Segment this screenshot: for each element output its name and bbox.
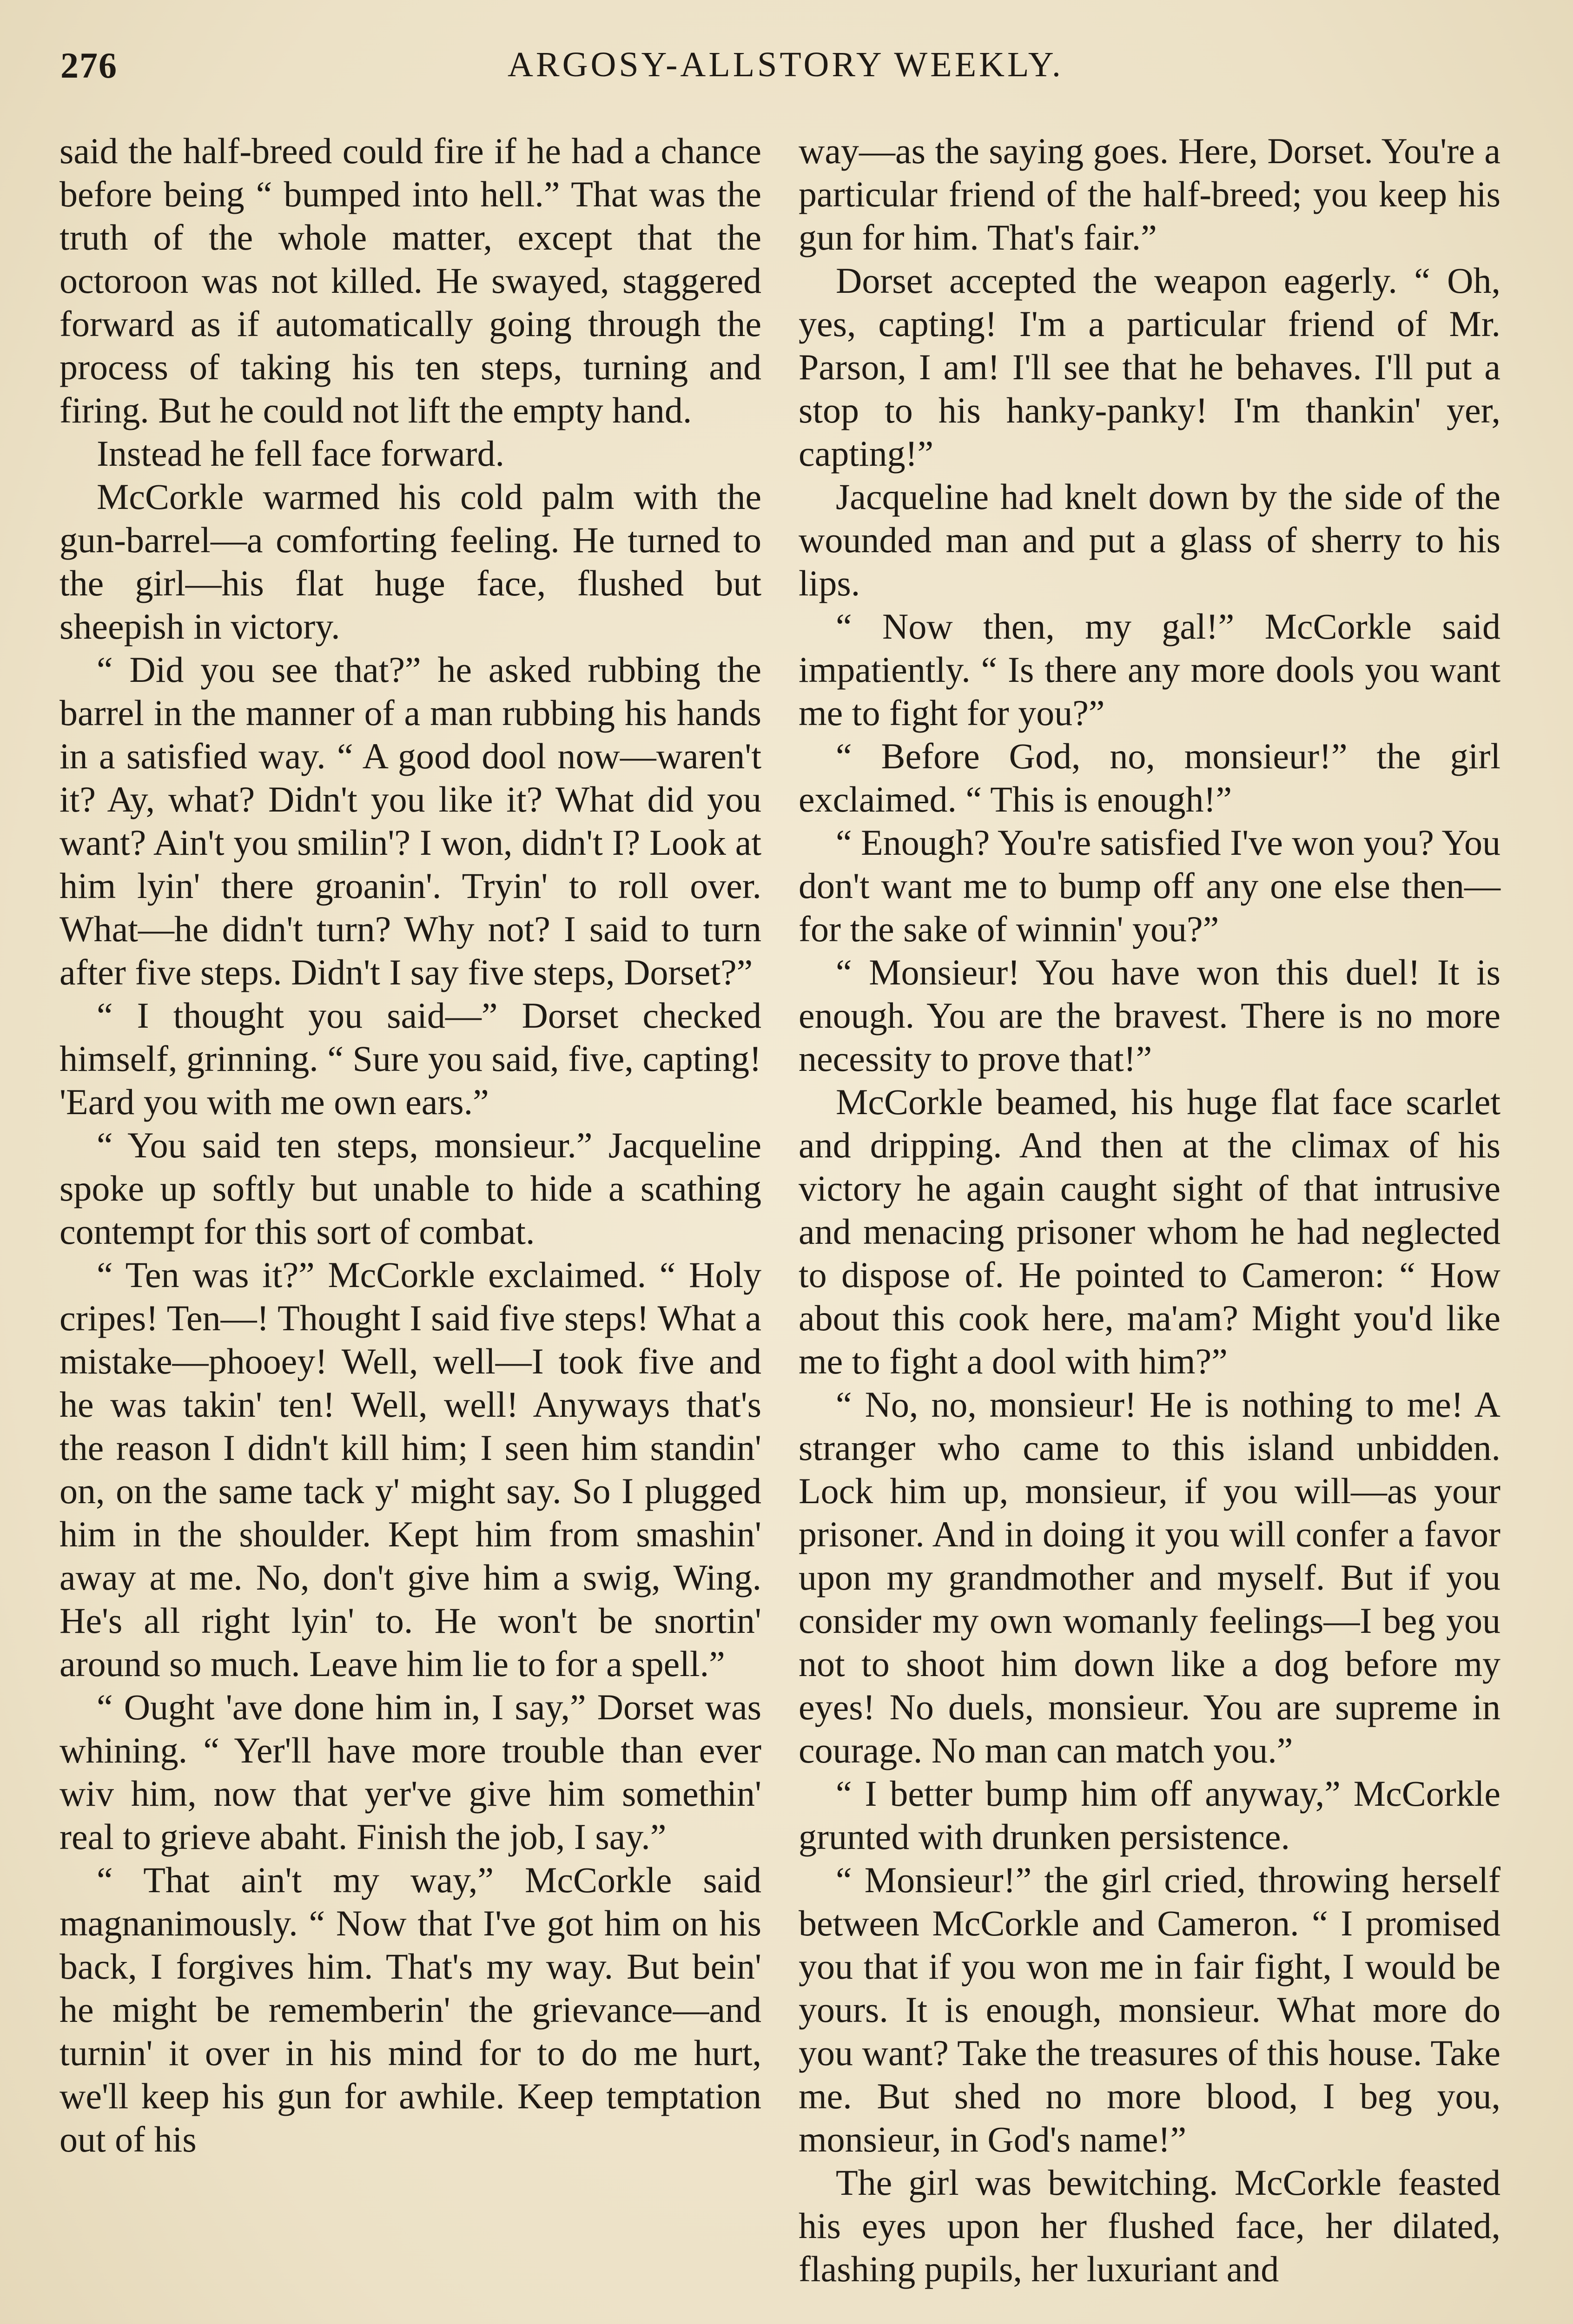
paragraph: “ That ain't my way,” McCorkle said magnanimously. “ Now that I've got him on his back, I forgives him. That's my way. But bein' he might be rememberin' the grievance—and turnin' it over in his mind for to do me hurt, we'll keep his gun for awhile. Keep temptation out of his bbox=[59, 1860, 761, 2159]
paragraph: “ Did you see that?” he asked rubbing the barrel in the manner of a man rubbing his hands in a satisfied way. “ A good dool now—waren't it? Ay, what? Didn't you like it? What did you want? Ain't you smilin'? I won, didn't I? Look at him lyin' there groanin'. Tryin' to roll over. What—he didn't turn? Why not? I said to turn after five steps. Didn't I say five steps, Dorset?” bbox=[59, 649, 761, 992]
paragraph: Jacqueline had knelt down by the side of the wounded man and put a glass of sherry to his lips. bbox=[799, 476, 1500, 603]
paragraph: Dorset accepted the weapon eagerly. “ Oh, yes, capting! I'm a particular friend of Mr. Parson, I am! I'll see that he behaves. I'll put a stop to his hanky-panky! I'm thankin' yer, capting!” bbox=[799, 260, 1500, 474]
paragraph: Instead he fell face forward. bbox=[97, 433, 505, 474]
paragraph: “ Now then, my gal!” McCorkle said impatiently. “ Is there any more dools you want me to fight for you?” bbox=[799, 606, 1500, 733]
paragraph: “ Monsieur!” the girl cried, throwing herself between McCorkle and Cameron. “ I promised you that if you won me in fair fight, I would be yours. It is enough, monsieur. What more do you want? Take the treasures of this house. Take me. But shed no more blood, I beg you, monsieur, in God's name!” bbox=[799, 1860, 1500, 2159]
paragraph: way—as the saying goes. Here, Dorset. You're a particular friend of the half-breed; you keep his gun for him. That's fair.” bbox=[799, 131, 1500, 257]
paragraph: The girl was bewitching. McCorkle feasted his eyes upon her flushed face, her dilated, flashing pupils, her luxuriant and bbox=[799, 2162, 1500, 2289]
paragraph: “ Monsieur! You have won this duel! It is enough. You are the bravest. There is no more necessity to prove that!” bbox=[799, 952, 1500, 1079]
page-header bbox=[60, 45, 1511, 96]
paragraph: “ Ought 'ave done him in, I say,” Dorset was whining. “ Yer'll have more trouble than ever wiv him, now that yer've give him somethin' real to grieve abaht. Finish the job, I say.” bbox=[59, 1687, 761, 1857]
paragraph: McCorkle beamed, his huge flat face scarlet and dripping. And then at the climax of his victory he again caught sight of that intrusive and menacing prisoner whom he had neglected to dispose of. He pointed to Cameron: “ How about this cook here, ma'am? Might you'd like me to fight a dool with him?” bbox=[799, 1082, 1500, 1381]
right-column bbox=[799, 129, 1500, 2291]
paragraph: “ Before God, no, monsieur!” the girl exclaimed. “ This is enough!” bbox=[799, 736, 1500, 819]
running-head: ARGOSY-ALLSTORY WEEKLY. bbox=[508, 45, 1064, 84]
paragraph: “ Enough? You're satisfied I've won you? You don't want me to bump off any one else then—for the sake of winnin' you?” bbox=[799, 822, 1500, 949]
paragraph: said the half-breed could fire if he had a chance before being “ bumped into hell.” That was the truth of the whole matter, except that the octoroon was not killed. He swayed, staggered forward as if automatically going through the process of taking his ten steps, turning and firing. But he could not lift the empty hand. bbox=[59, 131, 761, 430]
paragraph: “ You said ten steps, monsieur.” Jacqueline spoke up softly but unable to hide a scathing contempt for this sort of combat. bbox=[59, 1125, 761, 1252]
paragraph: McCorkle warmed his cold palm with the gun-barrel—a comforting feeling. He turned to the girl—his flat huge face, flushed but sheepish in victory. bbox=[59, 476, 761, 647]
paragraph: “ I better bump him off anyway,” McCorkle grunted with drunken persistence. bbox=[799, 1773, 1500, 1857]
paragraph: “ Ten was it?” McCorkle exclaimed. “ Holy cripes! Ten—! Thought I said five steps! What a mistake—phooey! Well, well—I took five and he was takin' ten! Well, well! Anyways that's the reason I didn't kill him; I seen him standin' on, on the same tack y' might say. So I plugged him in the shoulder. Kept him from smashin' away at me. No, don't give him a swig, Wing. He's all right lyin' to. He won't be snortin' around so much. Leave him lie to for a spell.” bbox=[59, 1254, 761, 1684]
paragraph: “ No, no, monsieur! He is nothing to me! A stranger who came to this island unbidden. Lock him up, monsieur, if you will—as your prisoner. And in doing it you will confer a favor upon my grandmother and myself. But if you consider my own womanly feelings—I beg you not to shoot him down like a dog before my eyes! No duels, monsieur. You are supreme in courage. No man can match you.” bbox=[799, 1384, 1500, 1770]
left-column bbox=[59, 129, 761, 2161]
paragraph: “ I thought you said—” Dorset checked himself, grinning. “ Sure you said, five, capting! 'Eard you with me own ears.” bbox=[59, 995, 761, 1122]
page-number: 276 bbox=[60, 45, 118, 86]
